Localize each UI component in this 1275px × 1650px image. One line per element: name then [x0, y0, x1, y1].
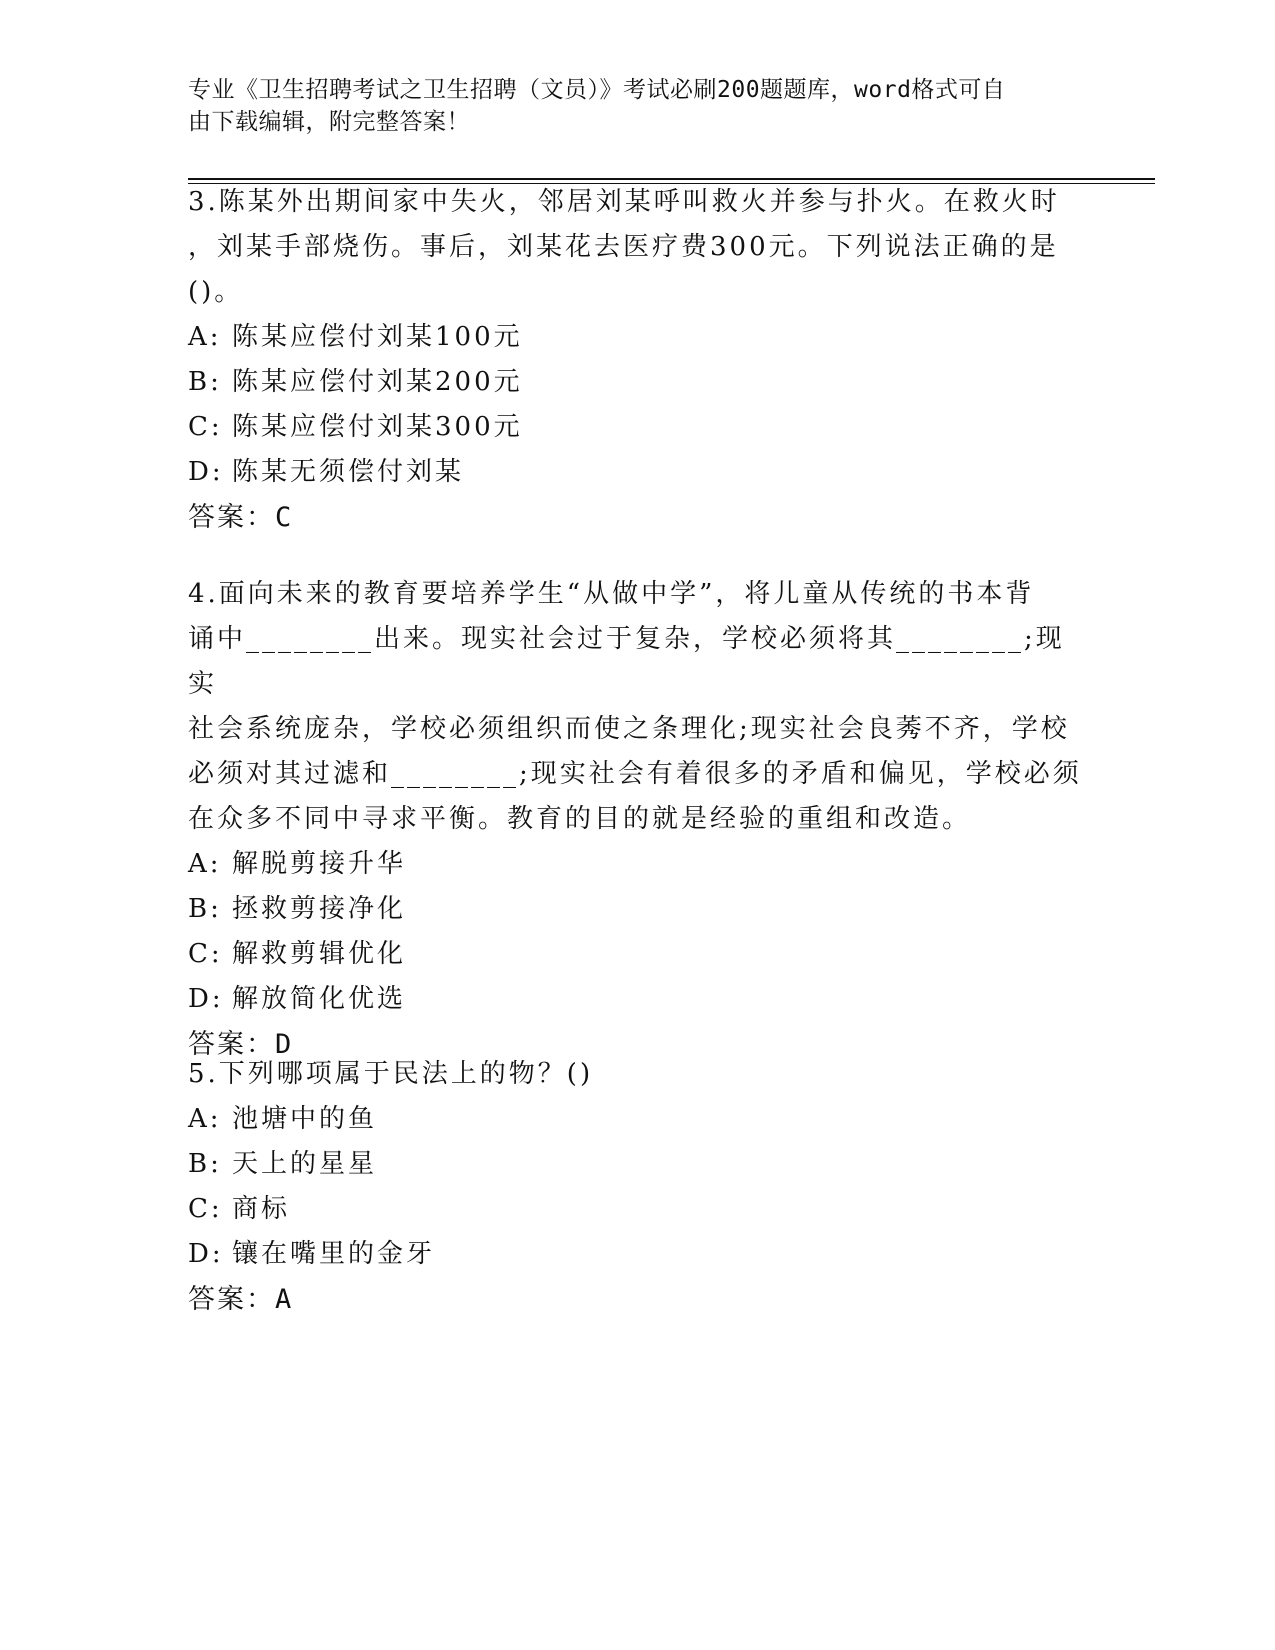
option-text: 解救剪辑优化: [232, 939, 407, 969]
option-text: 池塘中的鱼: [232, 1104, 378, 1134]
header-line-2: 由下载编辑，附完整答案！: [188, 109, 470, 135]
question-stem: [188, 1052, 1088, 1097]
question-stem-line: 社会系统庞杂，学校必须组织而使之条理化;现实社会良莠不齐，学校: [188, 714, 1070, 744]
question-stem-line: 4.面向未来的教育要培养学生“从做中学”，将儿童从传统的书本背: [188, 579, 1035, 609]
document-header: [188, 74, 1068, 138]
option-b: [188, 887, 1088, 932]
option-d: [188, 977, 1088, 1022]
answer-label: 答案：D: [188, 1029, 294, 1060]
option-letter: A:: [188, 1104, 222, 1134]
option-letter: B:: [188, 894, 222, 924]
option-letter: C:: [188, 1194, 223, 1224]
option-text: 拯救剪接净化: [232, 894, 407, 924]
question-stem: [188, 572, 1088, 842]
question-4: [188, 572, 1088, 1067]
answer-label: 答案：A: [188, 1284, 294, 1315]
option-letter: D:: [188, 984, 224, 1014]
option-text: 镶在嘴里的金牙: [232, 1239, 436, 1269]
option-letter: C:: [188, 939, 223, 969]
option-text: 解脱剪接升华: [232, 849, 407, 879]
option-letter: D:: [188, 1239, 224, 1269]
option-text: 陈某应偿付刘某200元: [232, 367, 523, 397]
answer-label: 答案：C: [188, 502, 294, 533]
option-a: [188, 315, 1088, 360]
option-text: 陈某应偿付刘某100元: [232, 322, 523, 352]
question-stem: [188, 180, 1088, 315]
option-b: [188, 1142, 1088, 1187]
option-b: [188, 360, 1088, 405]
option-c: [188, 932, 1088, 977]
header-line-1: 专业《卫生招聘考试之卫生招聘（文员）》考试必刷200题题库，word格式可自: [188, 77, 1006, 103]
option-text: 商标: [232, 1194, 291, 1224]
question-3: [188, 180, 1088, 540]
option-letter: A:: [188, 849, 222, 879]
question-stem-line: ()。: [188, 277, 244, 307]
option-d: [188, 450, 1088, 495]
option-d: [188, 1232, 1088, 1277]
option-c: [188, 1187, 1088, 1232]
option-letter: D:: [188, 457, 224, 487]
question-stem-line: 必须对其过滤和________;现实社会有着很多的矛盾和偏见，学校必须: [188, 759, 1082, 789]
option-text: 陈某应偿付刘某300元: [232, 412, 523, 442]
question-stem-line: 3.陈某外出期间家中失火，邻居刘某呼叫救火并参与扑火。在救火时: [188, 187, 1060, 217]
option-letter: B:: [188, 367, 222, 397]
option-c: [188, 405, 1088, 450]
question-stem-line: ，刘某手部烧伤。事后，刘某花去医疗费300元。下列说法正确的是: [188, 232, 1059, 262]
option-a: [188, 842, 1088, 887]
option-text: 天上的星星: [232, 1149, 378, 1179]
question-stem-line: 诵中________出来。现实社会过于复杂，学校必须将其________;现实: [188, 624, 1065, 699]
option-text: 解放简化优选: [232, 984, 407, 1014]
question-5: [188, 1052, 1088, 1322]
option-letter: A:: [188, 322, 222, 352]
option-letter: B:: [188, 1149, 222, 1179]
question-stem-line: 在众多不同中寻求平衡。教育的目的就是经验的重组和改造。: [188, 804, 972, 834]
option-letter: C:: [188, 412, 223, 442]
question-stem-line: 5.下列哪项属于民法上的物？(): [188, 1059, 594, 1089]
option-text: 陈某无须偿付刘某: [232, 457, 465, 487]
option-a: [188, 1097, 1088, 1142]
